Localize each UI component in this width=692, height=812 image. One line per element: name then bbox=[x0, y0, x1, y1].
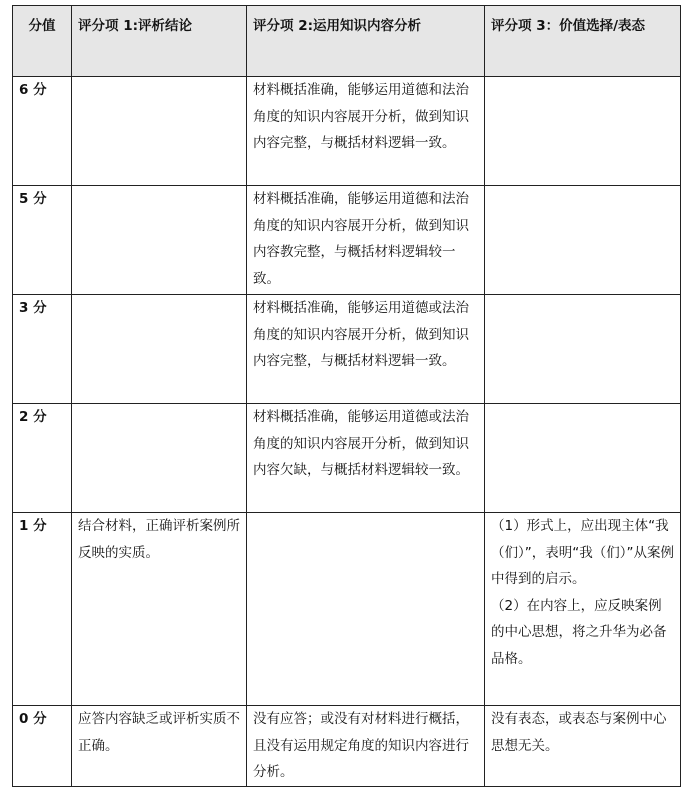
item1-cell bbox=[72, 404, 247, 513]
item1-cell: 应答内容缺乏或评析实质不正确。 bbox=[72, 706, 247, 787]
item2-cell: 材料概括准确，能够运用道德或法治角度的知识内容展开分析，做到知识内容欠缺，与概括材料逻辑较一致。 bbox=[247, 404, 485, 513]
score-cell: 0 分 bbox=[13, 706, 72, 787]
header-score: 分值 bbox=[13, 6, 72, 77]
item2-cell bbox=[247, 513, 485, 706]
header-item-1: 评分项 1:评析结论 bbox=[72, 6, 247, 77]
table-row bbox=[13, 186, 681, 295]
item1-cell bbox=[72, 295, 247, 404]
item1-cell bbox=[72, 77, 247, 186]
item3-cell bbox=[485, 513, 681, 706]
score-cell: 5 分 bbox=[13, 186, 72, 295]
score-cell: 6 分 bbox=[13, 77, 72, 186]
item2-cell: 没有应答；或没有对材料进行概括，且没有运用规定角度的知识内容进行分析。 bbox=[247, 706, 485, 787]
item3-paragraph-content: （2）在内容上，应反映案例的中心思想，将之升华为必备品格。 bbox=[491, 597, 667, 667]
table-row bbox=[13, 404, 681, 513]
table-row bbox=[13, 77, 681, 186]
score-cell: 2 分 bbox=[13, 404, 72, 513]
header-item-2: 评分项 2:运用知识内容分析 bbox=[247, 6, 485, 77]
item3-cell: 没有表态，或表态与案例中心思想无关。 bbox=[485, 706, 681, 787]
item3-cell bbox=[485, 77, 681, 186]
table-row bbox=[13, 295, 681, 404]
item1-cell bbox=[72, 186, 247, 295]
item2-cell: 材料概括准确，能够运用道德和法治角度的知识内容展开分析，做到知识内容完整，与概括材料逻辑一致。 bbox=[247, 77, 485, 186]
item2-cell: 材料概括准确，能够运用道德或法治角度的知识内容展开分析，做到知识内容完整，与概括材料逻辑一致。 bbox=[247, 295, 485, 404]
item1-cell: 结合材料，正确评析案例所反映的实质。 bbox=[72, 513, 247, 706]
item3-cell bbox=[485, 186, 681, 295]
scoring-rubric-table bbox=[12, 5, 681, 787]
item2-cell: 材料概括准确，能够运用道德和法治角度的知识内容展开分析，做到知识内容教完整，与概括材料逻辑较一致。 bbox=[247, 186, 485, 295]
item3-cell bbox=[485, 404, 681, 513]
table-row bbox=[13, 706, 681, 787]
table-header-row bbox=[13, 6, 681, 77]
item3-cell bbox=[485, 295, 681, 404]
table-row bbox=[13, 513, 681, 706]
item3-paragraph-form: （1）形式上，应出现主体“我（们）”，表明“我（们）”从案例中得到的启示。 bbox=[491, 518, 674, 587]
score-cell: 3 分 bbox=[13, 295, 72, 404]
score-cell: 1 分 bbox=[13, 513, 72, 706]
header-item-3: 评分项 3：价值选择/表态 bbox=[485, 6, 681, 77]
